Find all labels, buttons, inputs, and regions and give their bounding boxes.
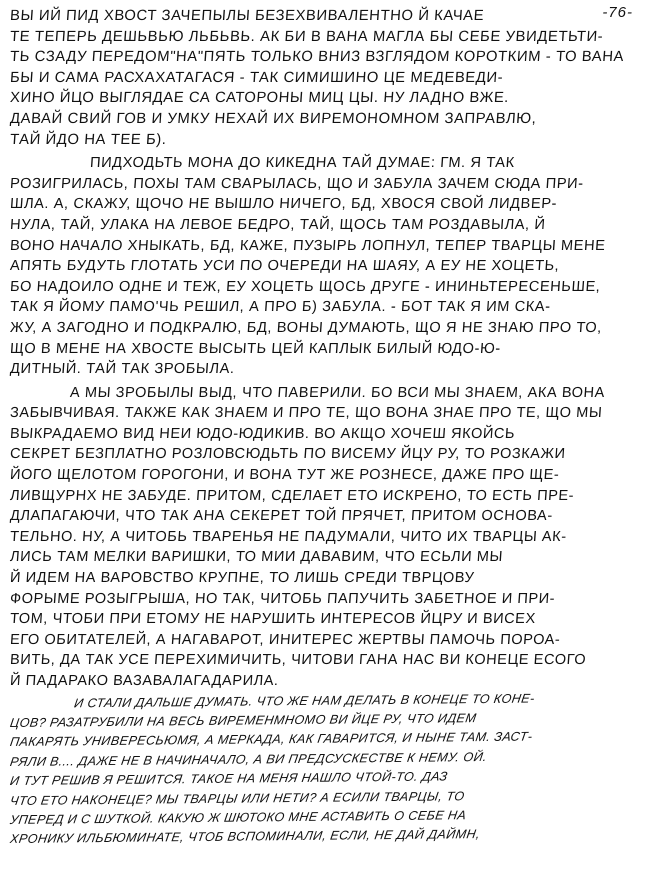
text-line: РЯЛИ В.... ДАЖЕ НЕ В НАЧИНАЧАЛО, А ВИ ПРЕДСУСКЕСТВЕ К НЕМУ. ОЙ. bbox=[9, 749, 489, 769]
text-line: БО НАДОИЛО ОДНЕ И ТЕЖ, ЕУ ХОЦЕТЬ ЩОСЬ ДРУГЕ - ИНИНЬТЕРЕСЕНЬШЕ, bbox=[9, 278, 602, 295]
text-line: ДИТНЫЙ. ТАЙ ТАК ЗРОБЫЛА. bbox=[9, 361, 236, 378]
text-line: ТАЙ ЙДО НА ТЕЕ Б). bbox=[9, 131, 168, 148]
text-line: СЕКРЕТ БЕЗПЛАТНО РОЗЛОВСЮДЬТЬ ПО ВИСЕМУ ЙЦУ РУ, ТО РОЗКАЖИ bbox=[9, 446, 567, 463]
text-line: ФОРЫМЕ РОЗЫГРЫША, НО ТАК, ЧИТОБЬ ПАПУЧИТЬ ЗАБЕТНОЕ И ПРИ- bbox=[9, 590, 556, 607]
text-line: ХРОНИКУ ИЛЬБЮМИНАТЕ, ЧТОБ ВСПОМИНАЛИ, ЕСЛИ, НЕ ДАЙ ДАЙМН, bbox=[9, 827, 482, 847]
page-number: -76- bbox=[602, 4, 633, 21]
text-line: ЦОВ? РАЗАТРУБИЛИ НА ВЕСЬ ВИРЕМЕНМНОМО ВИ ЙЦЕ РУ, ЧТО ИДЕМ bbox=[9, 711, 478, 730]
text-line: ХИНО ЙЦО ВЫГЛЯДАЕ СА САТОРОНЫ МИЦ ЦЫ. НУ ЛАДНО ВЖЕ. bbox=[9, 90, 510, 107]
text-line: ВОНО НАЧАЛО ХНЫКАТЬ, БД, КАЖЕ, ПУЗЫРЬ ЛОПНУЛ, ТЕПЕР ТВАРЦЫ МЕНЕ bbox=[9, 237, 607, 254]
text-line: Й ИДЕМ НА ВАРОВСТВО КРУПНЕ, ТО ЛИШЬ СРЕДИ ТВРЦОВУ bbox=[9, 570, 475, 587]
text-line: ТЬ СЗАДУ ПЕРЕДОМ"НА"ПЯТЬ ТОЛЬКО ВНИЗ ВЗГЛЯДОМ КОРОТКИМ - ТО ВАНА bbox=[9, 49, 625, 66]
paragraph-2 bbox=[10, 153, 639, 380]
text-line: ЙОГО ЩЕЛОТОМ ГОРОГОНИ, И ВОНА ТУТ ЖЕ РОЗНЕСЕ, ДАЖЕ ПРО ЩЕ- bbox=[9, 467, 560, 484]
text-line: ЖУ, А ЗАГОДНО И ПОДКРАЛЮ, БД, ВОНЫ ДУМАЮТЬ, ЩО Я НЕ ЗНАЮ ПРО ТО, bbox=[9, 319, 603, 336]
text-line: ЗАБЫВЧИВАЯ. ТАКЖЕ КАК ЗНАЕМ И ПРО ТЕ, ЩО ВОНА ЗНАЕ ПРО ТЕ, ЩО МЫ bbox=[9, 405, 603, 422]
text-line: ДЛАПАГАЮЧИ, ЧТО ТАК АНА СЕКЕРЕТ ТОЙ ПРЯЧЕТ, ПРИТОМ ОСНОВА- bbox=[9, 508, 554, 525]
text-line: ЛИВЩУРНХ НЕ ЗАБУДЕ. ПРИТОМ, СДЕЛАЕТ ЕТО ИСКРЕНО, ТО ЕСТЬ ПРЕ- bbox=[9, 487, 575, 504]
text-line: ТЕ ТЕПЕРЬ ДЕШЬВЬЮ ЛЬБЬВЬ. АК БИ В ВАНА МАГЛА БЫ СЕБЕ УВИДЕТЬТИ- bbox=[9, 28, 604, 45]
paragraph-1 bbox=[10, 6, 639, 150]
text-line: И СТАЛИ ДАЛЬШЕ ДУМАТЬ. ЧТО ЖЕ НАМ ДЕЛАТЬ В КОНЕЦЕ ТО КОНЕ- bbox=[73, 691, 536, 710]
text-line: ДАВАЙ СВИЙ ГОВ И УМКУ НЕХАЙ ИХ ВИРЕМОНОМНОМ ЗАПРАВЛЮ, bbox=[9, 110, 538, 127]
paragraph-4 bbox=[9, 691, 639, 850]
text-line: НУЛА, ТАЙ, УЛАКА НА ЛЕВОЕ БЕДРО, ТАЙ, ЩОСЬ ТАМ РОЗДАВЫЛА, Й bbox=[9, 216, 547, 233]
text-line: Й ПАДАРАКО ВАЗАВАЛАГАДАРИЛА. bbox=[9, 673, 280, 689]
text-line: И ТУТ РЕШИВ Я РЕШИТСЯ. ТАКОЕ НА МЕНЯ НАШЛО ЧТОЙ-ТО. ДАЗ bbox=[9, 769, 449, 789]
text-line: ВИТЬ, ДА ТАК УСЕ ПЕРЕХИМИЧИТЬ, ЧИТОВИ ГАНА НАС ВИ КОНЕЦЕ ЕСОГО bbox=[9, 652, 587, 669]
text-line: ПАКАРЯТЬ УНИВЕРЕСЬЮМЯ, А МЕРКАДА, КАК ГАВАРИТСЯ, И НЫНЕ ТАМ. ЗАСТ- bbox=[9, 729, 534, 750]
text-line: ТЕЛЬНО. НУ, А ЧИТОБЬ ТВАРЕНЬЯ НЕ ПАДУМАЛИ, ЧИТО ИХ ТВАРЦЫ АК- bbox=[9, 528, 568, 545]
text-line: БЫ И САМА РАСХАХАТАГАСЯ - ТАК СИМИШИНО ЦЕ МЕДЕВЕДИ- bbox=[9, 69, 504, 86]
paragraph-3 bbox=[10, 383, 639, 692]
text-line: ВЫ ИЙ ПИД ХВОСТ ЗАЧЕПЫЛЫ БЕЗЕХВИВАЛЕНТНО Й КАЧАЕ bbox=[9, 8, 485, 24]
text-line: ВЫКРАДАЕМО ВИД НЕИ ЮДО-ЮДИКИВ. ВО АКЩО ХОЧЕШ ЯКОЙСЬ bbox=[9, 425, 516, 442]
text-line: ЛИСЬ ТАМ МЕЛКИ ВАРИШКИ, ТО МИИ ДАВАВИМ, ЧТО ЕСЬЛИ МЫ bbox=[9, 549, 504, 566]
text-line: ПИДХОДЬТЬ МОНА ДО КИКЕДНА ТАЙ ДУМАЕ: ГМ. Я ТАК bbox=[89, 155, 516, 172]
text-line: ТАК Я ЙОМУ ПАМО'ЧЬ РЕШИЛ, А ПРО Б) ЗАБУЛА. - БОТ ТАК Я ИМ СКА- bbox=[9, 299, 552, 316]
text-line: ЕГО ОБИТАТЕЛЕЙ, А НАГАВАРОТ, ИНИТЕРЕС ЖЕРТВЫ ПАМОЧЬ ПОРОА- bbox=[9, 631, 561, 648]
text-line: ЧТО ЕТО НАКОНЕЦЕ? МЫ ТВАРЦЫ ИЛИ НЕТИ? А ЕСИЛИ ТВАРЦЫ, ТО bbox=[9, 788, 466, 808]
text-line: ШЛА. А, СКАЖУ, ЩОЧО НЕ ВЫШЛО НИЧЕГО, БД, ХВОСЯ СВОЙ ЛИДВЕР- bbox=[9, 196, 558, 213]
text-line: ЩО В МЕНЕ НА ХВОСТЕ ВЫСЫТЬ ЦЕЙ КАПЛЫК БИЛЫЙ ЮДО-Ю- bbox=[9, 340, 502, 357]
text-line: А МЫ ЗРОБЫЛЫ ВЫД, ЧТО ПАВЕРИЛИ. БО ВСИ МЫ ЗНАЕМ, АКА ВОНА bbox=[69, 384, 606, 401]
text-line: УПЕРЕД И С ШУТКОЙ. КАКУЮ Ж ШЮТОКО МНЕ АСТАВИТЬ О СЕБЕ НА bbox=[9, 808, 468, 828]
text-line: ТОМ, ЧТОБИ ПРИ ЕТОМУ НЕ НАРУШИТЬ ИНТЕРЕСОВ ЙЦРУ И ВИСЕХ bbox=[9, 611, 537, 628]
text-line: РОЗИГРИЛАСЬ, ПОХЫ ТАМ СВАРЫЛАСЬ, ЩО И ЗАБУЛА ЗАЧЕМ СЮДА ПРИ- bbox=[9, 175, 585, 192]
text-line: АПЯТЬ БУДУТЬ ГЛОТАТЬ УСИ ПО ОЧЕРЕДИ НА ШАЯУ, А ЕУ НЕ ХОЦЕТЬ, bbox=[9, 258, 560, 275]
